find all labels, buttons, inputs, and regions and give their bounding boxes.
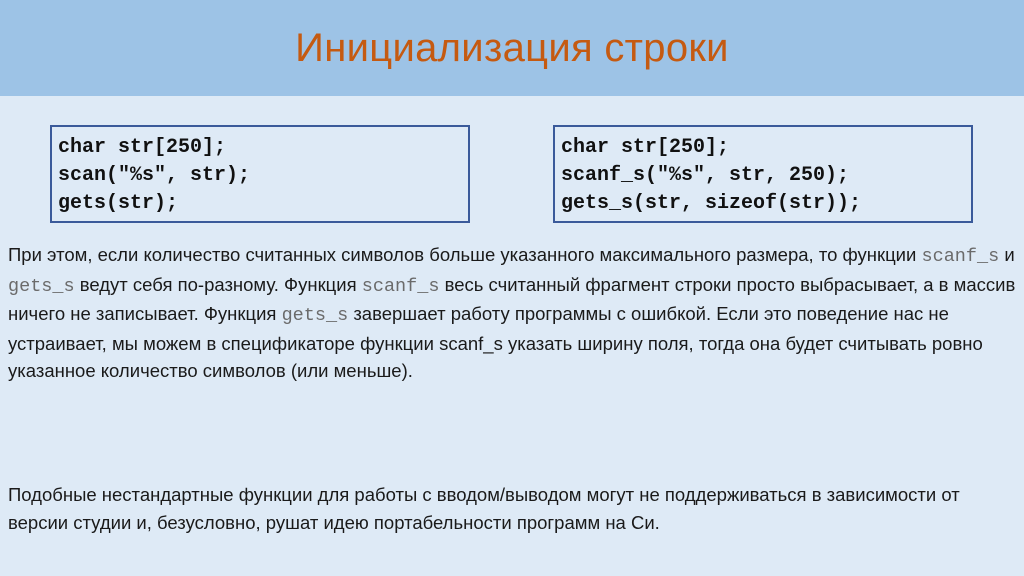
- inline-code: gets_s: [281, 305, 349, 326]
- inline-code: scanf_s: [921, 246, 1000, 267]
- code-box-left: [50, 125, 470, 223]
- code-box-right: [553, 125, 973, 223]
- slide-title: Инициализация строки: [295, 25, 729, 70]
- inline-code: gets_s: [8, 275, 75, 297]
- paragraph-text: При этом, если количество считанных символов больше указанного максимального размера, то функции: [8, 244, 922, 265]
- code-line: gets(str);: [58, 192, 179, 215]
- paragraph-text: весь считанный фрагмент строки просто выбрасывает, а в массив ничего не записывает. Функция: [8, 273, 1016, 324]
- paragraph-text: ведут себя по-разному. Функция: [74, 273, 362, 295]
- paragraph-text: и: [999, 244, 1015, 265]
- code-line: char str[250];: [58, 136, 227, 159]
- code-line: scanf_s("%s", str, 250);: [561, 164, 850, 187]
- paragraph-portability: Подобные нестандартные функции для работы с вводом/выводом могут не поддерживаться в зависимости от версии студии и, безусловно, рушат идею портабельности программ на Си.: [8, 484, 960, 533]
- inline-code: scanf_s: [361, 275, 440, 297]
- code-line: scan("%s", str);: [58, 164, 251, 187]
- code-line: gets_s(str, sizeof(str));: [561, 192, 862, 215]
- title-bar: [0, 0, 1024, 96]
- paragraph-behavior: [8, 241, 1018, 385]
- code-line: char str[250];: [561, 136, 730, 159]
- paragraph-text: завершает работу программы с ошибкой. Если это поведение нас не устраивает, мы можем в спецификаторе функции scanf_s указать ширину поля, тогда она будет считывать ровно указанное количество символов (или меньше).: [8, 303, 983, 381]
